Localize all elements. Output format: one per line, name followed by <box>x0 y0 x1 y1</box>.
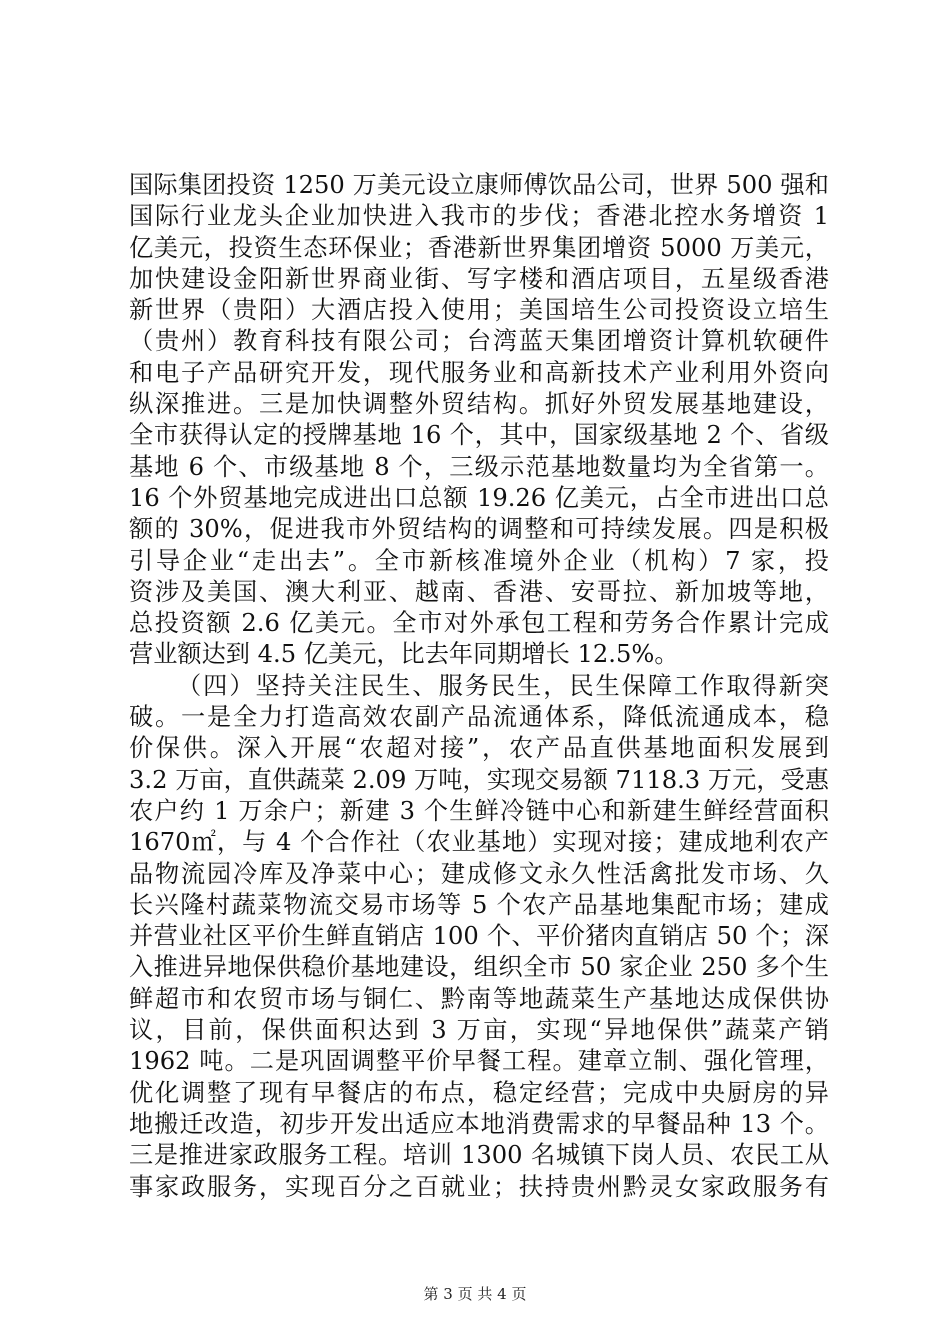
text-line: 总投资额 2.6 亿美元。全市对外承包工程和劳务合作累计完成 <box>129 609 829 638</box>
text-line: 鲜超市和农贸市场与铜仁、黔南等地蔬菜生产基地达成保供协 <box>129 984 829 1013</box>
text-line: 国际行业龙头企业加快进入我市的步伐；香港北控水务增资 1 <box>129 202 829 231</box>
text-line: 营业额达到 4.5 亿美元，比去年同期增长 12.5%。 <box>129 640 679 669</box>
text-line: 地搬迁改造，初步开发出适应本地消费需求的早餐品种 13 个。 <box>129 1109 829 1138</box>
text-line: 3.2 万亩，直供蔬菜 2.09 万吨，实现交易额 7118.3 万元，受惠 <box>129 765 829 794</box>
paragraph-start-line: （四）坚持关注民生、服务民生，民生保障工作取得新突 <box>177 671 829 700</box>
text-line: 资涉及美国、澳大利亚、越南、香港、安哥拉、新加坡等地， <box>129 577 829 606</box>
text-line: 并营业社区平价生鲜直销店 100 个、平价猪肉直销店 50 个；深 <box>129 922 829 951</box>
text-line: 基地 6 个、市级基地 8 个，三级示范基地数量均为全省第一。 <box>129 452 829 481</box>
text-line: （贵州）教育科技有限公司；台湾蓝天集团增资计算机软硬件 <box>129 327 829 356</box>
body-text <box>129 170 829 1203</box>
page-footer <box>0 1283 950 1304</box>
text-line: 新世界（贵阳）大酒店投入使用；美国培生公司投资设立培生 <box>129 296 829 325</box>
text-line: 加快建设金阳新世界商业街、写字楼和酒店项目，五星级香港 <box>129 264 829 293</box>
text-line: 纵深推进。三是加快调整外贸结构。抓好外贸发展基地建设， <box>129 390 829 419</box>
text-line: 议，目前，保供面积达到 3 万亩，实现“异地保供”蔬菜产销 <box>129 1016 829 1045</box>
text-line: 优化调整了现有早餐店的布点，稳定经营；完成中央厨房的异 <box>129 1078 829 1107</box>
text-line: 额的 30%，促进我市外贸结构的调整和可持续发展。四是积极 <box>129 515 829 544</box>
text-line: 品物流园冷库及净菜中心；建成修文永久性活禽批发市场、久 <box>129 859 829 888</box>
text-line: 破。一是全力打造高效农副产品流通体系，降低流通成本，稳 <box>129 703 829 732</box>
text-line: 长兴隆村蔬菜物流交易市场等 5 个农产品基地集配市场；建成 <box>129 890 829 919</box>
text-line: 国际集团投资 1250 万美元设立康师傅饮品公司，世界 500 强和 <box>129 171 829 199</box>
text-line: 和电子产品研究开发，现代服务业和高新技术产业利用外资向 <box>129 358 829 387</box>
text-line: 三是推进家政服务工程。培训 1300 名城镇下岗人员、农民工从 <box>129 1141 829 1170</box>
text-line: 农户约 1 万余户；新建 3 个生鲜冷链中心和新建生鲜经营面积 <box>129 796 829 825</box>
text-line: 入推进异地保供稳价基地建设，组织全市 50 家企业 250 多个生 <box>129 953 829 982</box>
text-line: 16 个外贸基地完成进出口总额 19.26 亿美元，占全市进出口总 <box>129 483 829 512</box>
text-line: 事家政服务，实现百分之百就业；扶持贵州黔灵女家政服务有 <box>129 1172 829 1201</box>
text-line: 1670㎡，与 4 个合作社（农业基地）实现对接；建成地利农产 <box>129 828 829 857</box>
text-line: 引导企业“走出去”。全市新核准境外企业（机构）7 家，投 <box>129 546 829 575</box>
text-line: 全市获得认定的授牌基地 16 个，其中，国家级基地 2 个、省级 <box>129 421 829 450</box>
text-line: 价保供。深入开展“农超对接”，农产品直供基地面积发展到 <box>129 734 829 763</box>
text-line: 亿美元，投资生态环保业；香港新世界集团增资 5000 万美元， <box>129 233 829 262</box>
text-line: 1962 吨。二是巩固调整平价早餐工程。建章立制、强化管理， <box>129 1047 829 1076</box>
page-number-label: 第 3 页 共 4 页 <box>423 1285 527 1303</box>
